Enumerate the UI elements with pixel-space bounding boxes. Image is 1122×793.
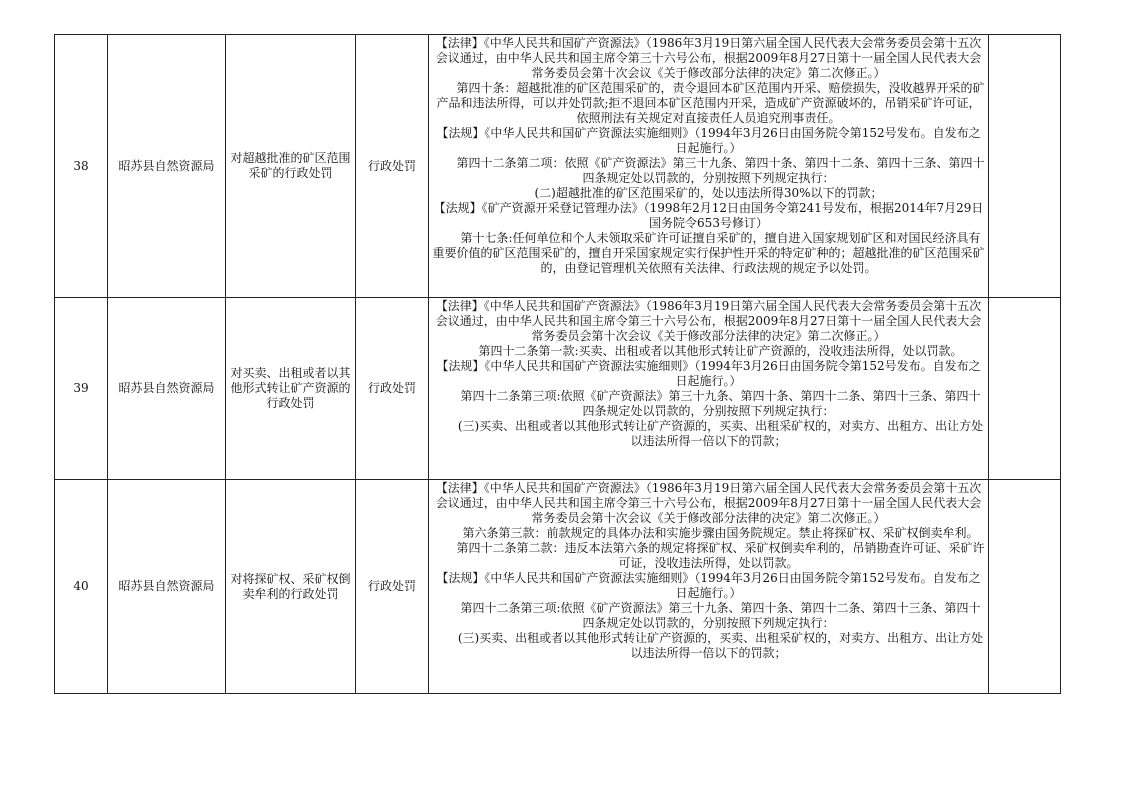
legal-basis (429, 298, 989, 480)
penalty-type: 行政处罚 (356, 480, 429, 694)
penalty-type: 行政处罚 (356, 298, 429, 480)
penalty-type: 行政处罚 (356, 35, 429, 298)
remarks-cell (989, 480, 1061, 694)
row-number: 40 (55, 480, 108, 694)
penalty-item: 对买卖、出租或者以其他形式转让矿产资源的行政处罚 (226, 298, 356, 480)
basis-line: 第十七条:任何单位和个人未领取采矿许可证擅自采矿的，擅自进入国家规划矿区和对国民经济具有重要价值的矿区范围采矿的，擅自开采国家规定实行保护性开采的特定矿种的；超越批准的矿区范围采矿的，由登记管理机关依照有关法律、行政法规的规定予以处罚。 (432, 231, 985, 275)
penalty-item: 对将探矿权、采矿权倒卖牟利的行政处罚 (226, 480, 356, 694)
basis-line: 【法规】《中华人民共和国矿产资源法实施细则》（1994年3月26日由国务院令第152号发布。自发布之日起施行。） (436, 359, 981, 388)
row-number: 38 (55, 35, 108, 298)
basis-line: 【法规】《中华人民共和国矿产资源法实施细则》（1994年3月26日由国务院令第152号发布。自发布之日起施行。） (436, 126, 981, 155)
department-name: 昭苏县自然资源局 (108, 35, 226, 298)
basis-line: 第六条第三款：前款规定的具体办法和实施步骤由国务院规定。禁止将探矿权、采矿权倒卖牟利。 (462, 526, 979, 540)
basis-line: 【法规】《矿产资源开采登记管理办法》（1998年2月12日由国务令第241号发布，根据2014年7月29日国务院令653号修订） (433, 201, 984, 230)
basis-line: (三)买卖、出租或者以其他形式转让矿产资源的，买卖、出租采矿权的，对卖方、出租方、出让方处以违法所得一倍以下的罚款； (457, 631, 984, 660)
remarks-cell (989, 35, 1061, 298)
remarks-cell (989, 298, 1061, 480)
basis-line: 第四十二条第二款：违反本法第六条的规定将探矿权、采矿权倒卖牟利的，吊销勘查许可证、采矿许可证，没收违法所得，处以罚款。 (456, 541, 985, 570)
table-row (55, 35, 1061, 298)
basis-line: 第四十二条第一款:买卖、出租或者以其他形式转让矿产资源的，没收违法所得，处以罚款。 (478, 344, 963, 358)
basis-line: 【法律】《中华人民共和国矿产资源法》（1986年3月19日第六届全国人民代表大会常务委员会第十五次会议通过，由中华人民共和国主席令第三十六号公布，根据2009年8月27日第十一届全国人民代表大会常务委员会第十次会议《关于修改部分法律的决定》第二次修正。） (435, 299, 982, 343)
basis-line: 【法规】《中华人民共和国矿产资源法实施细则》（1994年3月26日由国务院令第152号发布。自发布之日起施行。） (436, 571, 981, 600)
basis-line: 【法律】《中华人民共和国矿产资源法》（1986年3月19日第六届全国人民代表大会常务委员会第十五次会议通过，由中华人民共和国主席令第三十六号公布，根据2009年8月27日第十一届全国人民代表大会常务委员会第十次会议《关于修改部分法律的决定》第二次修正。） (435, 36, 982, 80)
basis-line: 第四十二条第二项：依照《矿产资源法》第三十九条、第四十条、第四十二条、第四十三条、第四十四条规定处以罚款的，分别按照下列规定执行： (456, 156, 985, 185)
basis-line: 第四十二条第三项:依照《矿产资源法》第三十九条、第四十条、第四十二条、第四十三条、第四十四条规定处以罚款的，分别按照下列规定执行： (460, 389, 981, 418)
legal-basis (429, 35, 989, 298)
department-name: 昭苏县自然资源局 (108, 298, 226, 480)
basis-line: 第四十二条第三项:依照《矿产资源法》第三十九条、第四十条、第四十二条、第四十三条、第四十四条规定处以罚款的，分别按照下列规定执行： (460, 601, 981, 630)
penalty-table (54, 34, 1061, 694)
row-number: 39 (55, 298, 108, 480)
table-row (55, 298, 1061, 480)
penalty-item: 对超越批准的矿区范围采矿的行政处罚 (226, 35, 356, 298)
basis-line: 第四十条：超越批准的矿区范围采矿的，责令退回本矿区范围内开采、赔偿损失，没收越界开采的矿产品和违法所得，可以并处罚款;拒不退回本矿区范围内开采，造成矿产资源破坏的，吊销采矿许可证，依照刑法有关规定对直接责任人员追究刑事责任。 (436, 81, 985, 125)
department-name: 昭苏县自然资源局 (108, 480, 226, 694)
basis-line: (三)买卖、出租或者以其他形式转让矿产资源的，买卖、出租采矿权的，对卖方、出租方、出让方处以违法所得一倍以下的罚款； (457, 419, 984, 448)
legal-basis (429, 480, 989, 694)
basis-line: 【法律】《中华人民共和国矿产资源法》（1986年3月19日第六届全国人民代表大会常务委员会第十五次会议通过，由中华人民共和国主席令第三十六号公布，根据2009年8月27日第十一届全国人民代表大会常务委员会第十次会议《关于修改部分法律的决定》第二次修正。） (435, 481, 982, 525)
table-row (55, 480, 1061, 694)
basis-line: (二)超越批准的矿区范围采矿的，处以违法所得30%以下的罚款； (534, 186, 883, 200)
